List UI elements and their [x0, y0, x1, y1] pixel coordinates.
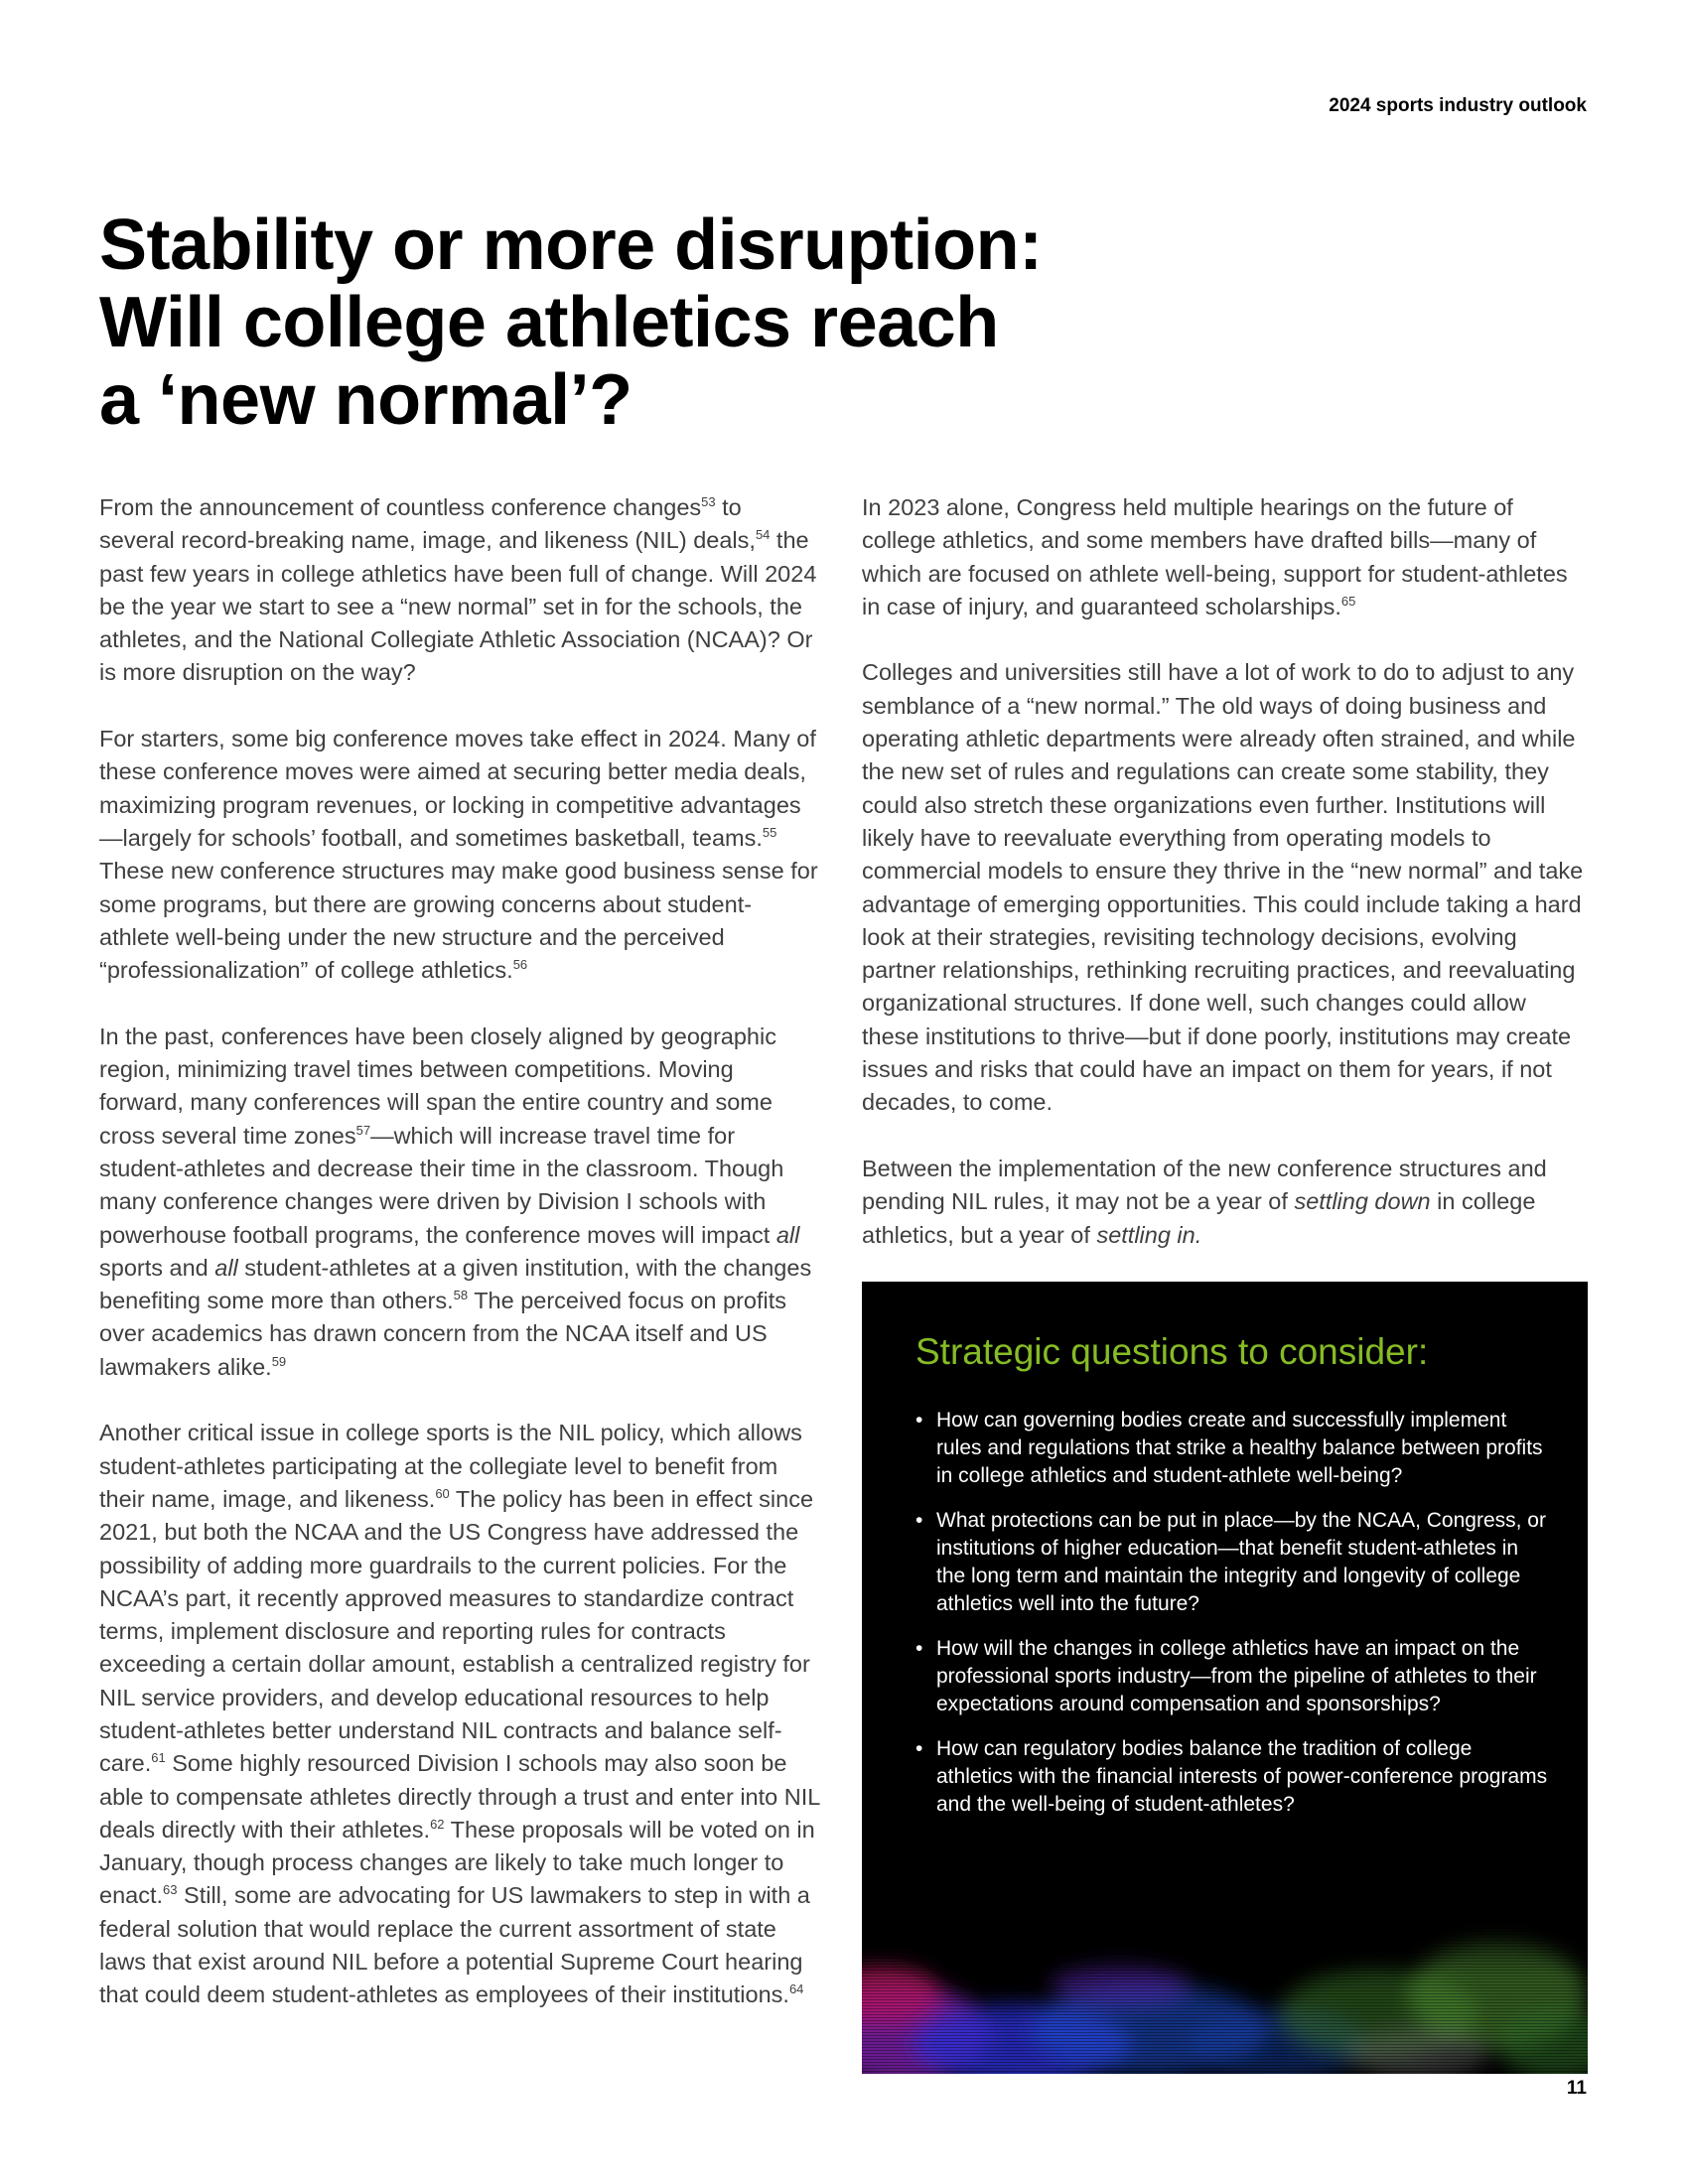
footnote-ref[interactable]: 62 [430, 1816, 445, 1832]
footnote-ref[interactable]: 59 [271, 1353, 287, 1369]
footnote-ref[interactable]: 60 [435, 1485, 450, 1501]
question-list [915, 1407, 1551, 1836]
footnote-ref[interactable]: 54 [755, 527, 771, 543]
question-item: • How can governing bodies create and successfully implement rules and regulations that strike a healthy balance between profits in college athletics and student-athlete well-being? [915, 1407, 1551, 1490]
footnote-ref[interactable]: 58 [453, 1288, 469, 1303]
paragraph-new-normal: Colleges and universities still have a lot of work to do to adjust to any semblance of a “new normal.” The old ways of doing business and operating athletic departments were already often strained, and while the new set of rules and regulations can create some stability, they could also stretch these organizations even further. Institutions will likely have to reevaluate everything from operating models to commercial models to ensure they thrive in the “new normal” and take advantage of emerging opportunities. This could include taking a hard look at their strategies, revisiting technology decisions, evolving partner relationships, rethinking recruiting practices, and reevaluating organizational structures. If done well, such changes could allow these institutions to thrive—but if done poorly, institutions may create issues and risks that could have an impact on them for years, if not decades, to come. [862, 659, 1584, 1116]
page-number: 11 [1566, 2078, 1587, 2099]
footnote-ref[interactable]: 64 [788, 1981, 804, 1997]
question-item: • What protections can be put in place—by the NCAA, Congress, or institutions of higher education—that benefit student-athletes in the long term and maintain the integrity and longevity of college athletics well into the future? [915, 1507, 1551, 1618]
running-header: 2024 sports industry outlook [1329, 95, 1587, 116]
paragraph-conference-moves: For starters, some big conference moves take effect in 2024. Many of these conference moves were aimed at securing better media deals, maximizing program revenues, or locking in competitive advantages—largely for schools’ football, and sometimes basketball, teams.$^{55}$ These new conference structures may make good business sense for some programs, but there are growing concerns about student-athlete well-being under the new structure and the perceived “professionalization” of college athletics.$^{56}$ [99, 726, 818, 984]
paragraph-congress: In 2023 alone, Congress held multiple hearings on the future of college athletics, and some members have drafted bills—many of which are focused on athlete well-being, support for student-athletes in case of injury, and guaranteed scholarships.$^{65}$ [862, 494, 1568, 619]
footnote-ref[interactable]: 61 [151, 1750, 166, 1766]
title-line-1: Stability or more disruption: [99, 205, 1043, 285]
right-column [862, 491, 1584, 1285]
paragraph-nil-policy: Another critical issue in college sports is the NIL policy, which allows student-athletes participating at the collegiate level to benefit from their name, image, and likeness.$^{60}$ The policy has been in effect since 2021, but both the NCAA and the US Congress have addressed the possibility of adding more guardrails to the current policies. For the NCAA’s part, it recently approved measures to standardize contract terms, implement disclosure and reporting rules for contracts exceeding a certain dollar amount, establish a centralized registry for NIL service providers, and develop educational resources to help student-athletes better understand NIL contracts and balance self-care.$^{61}$ Some highly resourced Division I schools may also soon be able to compensate athletes directly through a trust and enter into NIL deals directly with their athletes.$^{62}$ These proposals will be voted on in January, though process changes are likely to take much longer to enact.$^{63}$ Still, some are advocating for US lawmakers to step in with a federal solution that would replace the current assortment of state laws that exist around NIL before a potential Supreme Court hearing that could deem student-athletes as employees of their institutions.$^{64}$ [99, 1420, 820, 2008]
footnote-ref[interactable]: 53 [701, 494, 716, 509]
abstract-light-graphic [862, 1895, 1588, 2074]
paragraph-intro: From the announcement of countless conference changes$^{53}$ to several record-breaking name, image, and likeness (NIL) deals,$^{54}$ the past few years in college athletics have been full of change. Will 2024 be the year we start to see a “new normal” set in for the schools, the athletes, and the National Collegiate Athletic Association (NCAA)? Or is more disruption on the way? [99, 494, 817, 686]
footnote-ref[interactable]: 57 [355, 1122, 371, 1138]
paragraph-settling-in: Between the implementation of the new conference structures and pending NIL rules, it may not be a year of settling down in college athletics, but a year of settling in. [862, 1155, 1547, 1248]
callout-title: Strategic questions to consider: [915, 1331, 1429, 1372]
footnote-ref[interactable]: 63 [163, 1882, 178, 1898]
question-item: • How will the changes in college athletics have an impact on the professional sports industry—from the pipeline of athletes to their expectations around compensation and sponsorships? [915, 1635, 1551, 1718]
title-line-2: Will college athletics reach [99, 283, 999, 362]
question-item: • How can regulatory bodies balance the tradition of college athletics with the financial interests of power-conference programs and the well-being of student-athletes? [915, 1735, 1551, 1819]
footnote-ref[interactable]: 65 [1340, 593, 1356, 609]
page-title [99, 206, 1112, 439]
paragraph-geography: In the past, conferences have been closely aligned by geographic region, minimizing travel times between competitions. Moving forward, many conferences will span the entire country and some cross several time zones$^{57}$—which will increase travel time for student-athletes and decrease their time in the classroom. Though many conference changes were driven by Division I schools with powerhouse football programs, the conference moves will impact all sports and all student-athletes at a given institution, with the changes benefiting some more than others.$^{58}$ The perceived focus on profits over academics has drawn concern from the NCAA itself and US lawmakers alike.$^{59}$ [99, 1023, 812, 1380]
left-column [99, 491, 821, 2045]
title-line-3: a ‘new normal’? [99, 360, 633, 440]
footnote-ref[interactable]: 56 [512, 957, 528, 973]
strategic-questions-box [862, 1282, 1588, 2074]
footnote-ref[interactable]: 55 [762, 824, 777, 840]
